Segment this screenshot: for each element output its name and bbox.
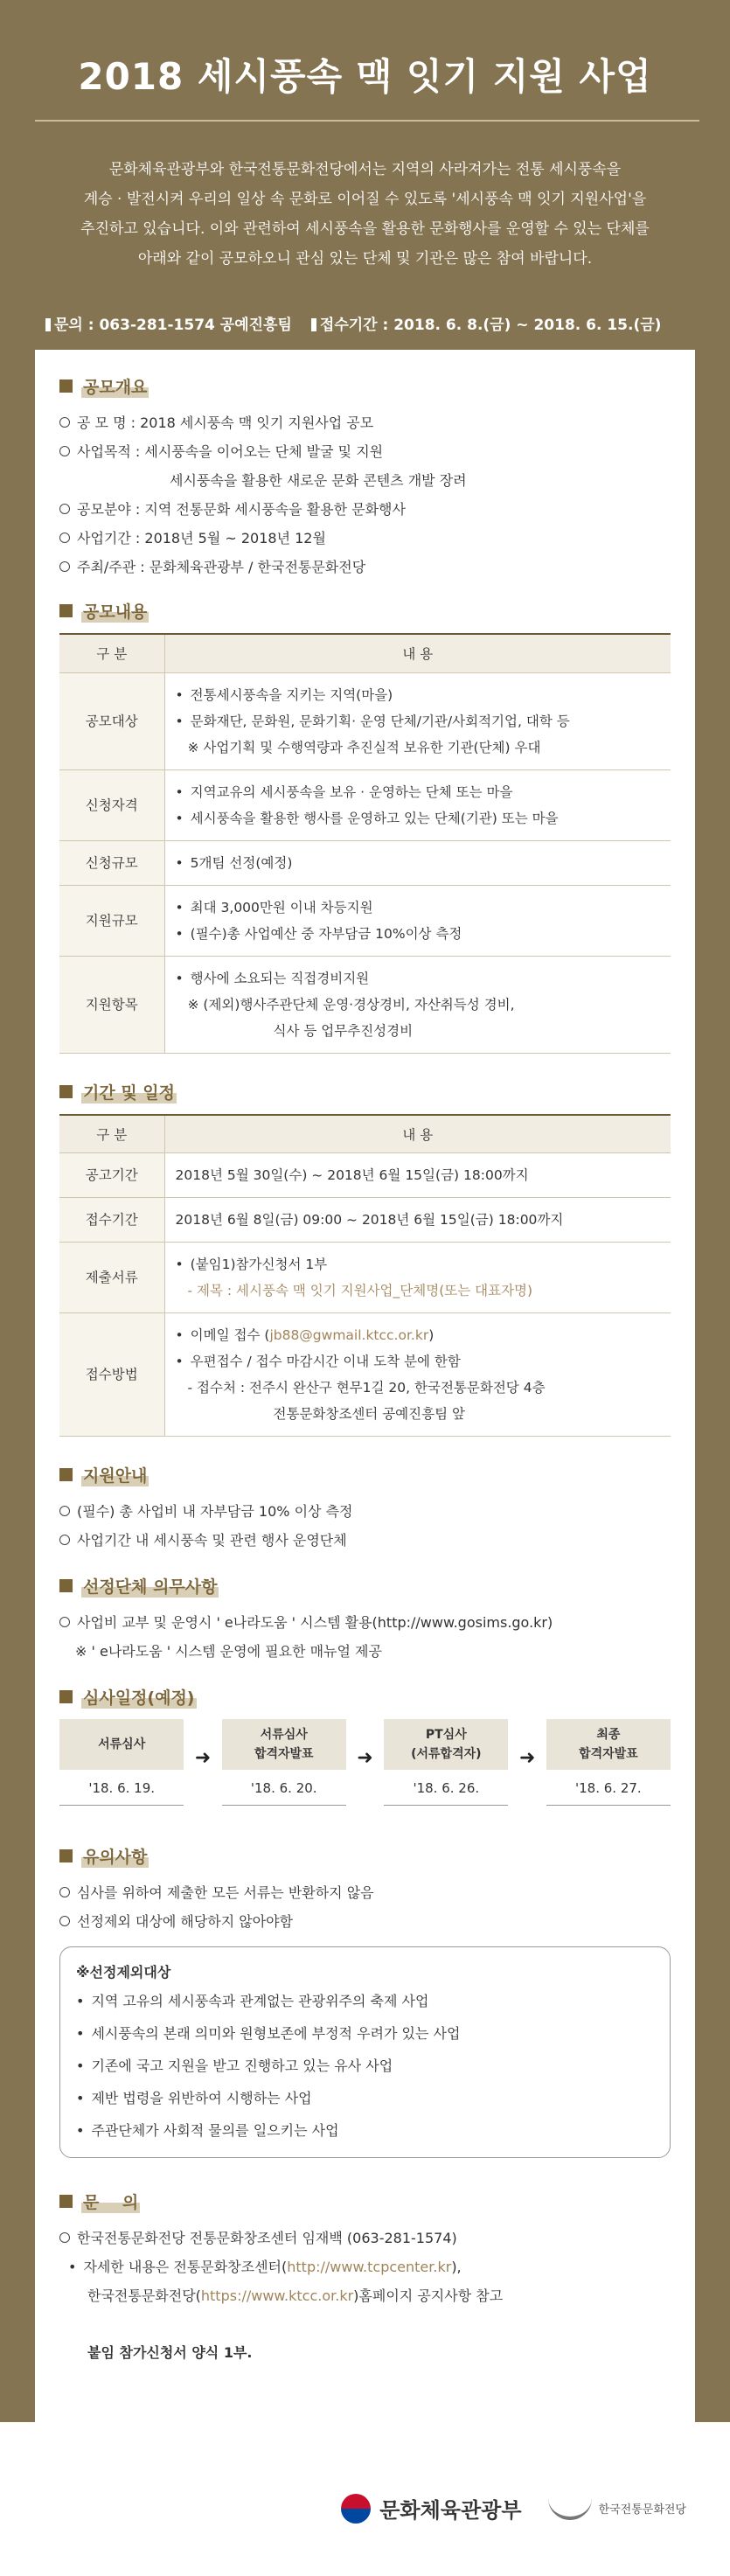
review-step: PT심사 (서류합격자) '18. 6. 26.	[384, 1719, 508, 1806]
mcst-logo: 문화체육관광부	[341, 2493, 521, 2524]
list-item: 심사를 위하여 제출한 모든 서류는 반환하지 않음	[59, 1878, 671, 1907]
header	[0, 0, 730, 334]
review-step: 서류심사 '18. 6. 19.	[59, 1719, 184, 1806]
list-item-continuation: 한국전통문화전당(https://www.ktcc.or.kr)홈페이지 공지사항 참고	[87, 2287, 504, 2304]
square-icon	[59, 604, 73, 617]
tcpcenter-link[interactable]: http://www.tcpcenter.kr	[287, 2259, 452, 2275]
table-row: 접수기간 2018년 6월 8일(금) 09:00 ~ 2018년 6월 15일(금) 18:00까지	[59, 1198, 671, 1243]
table-row: 제출서류 • (붙임1)참가신청서 1부 - 제목 : 세시풍속 맥 잇기 지원사업_단체명(또는 대표자명)	[59, 1243, 671, 1313]
review-flow	[59, 1719, 671, 1806]
content-table	[59, 633, 671, 1054]
square-icon	[59, 1468, 73, 1481]
section-heading-overview: 공모개요	[59, 374, 671, 398]
square-bullet-icon	[311, 318, 316, 331]
circle-bullet-icon	[59, 533, 70, 543]
review-step: 서류심사 합격자발표 '18. 6. 20.	[222, 1719, 346, 1806]
taegeuk-icon	[341, 2494, 371, 2524]
caution-list	[59, 1878, 671, 1936]
ktcc-link[interactable]: https://www.ktcc.or.kr	[200, 2287, 354, 2304]
list-item: (필수) 총 사업비 내 자부담금 10% 이상 측정	[59, 1497, 671, 1526]
review-step: 최종 합격자발표 '18. 6. 27.	[546, 1719, 671, 1806]
list-item: 한국전통문화전당 전통문화창조센터 임재백 (063-281-1574)	[59, 2224, 671, 2252]
square-icon	[59, 1085, 73, 1098]
section-heading-content: 공모내용	[59, 599, 671, 623]
overview-list	[59, 408, 671, 581]
contact-line	[35, 312, 695, 334]
circle-bullet-icon	[59, 504, 70, 514]
list-item-continuation: 세시풍속을 활용한 새로운 문화 콘텐츠 개발 장려	[170, 472, 467, 489]
table-header-row: 구 분 내 용	[59, 1115, 671, 1153]
circle-bullet-icon	[59, 2232, 70, 2243]
table-row: 공고기간 2018년 5월 30일(수) ~ 2018년 6월 15일(금) 18:00까지	[59, 1153, 671, 1198]
list-item: 공 모 명 : 2018 세시풍속 맥 잇기 지원사업 공모	[59, 408, 671, 437]
email-link[interactable]: jb88@gwmail.ktcc.or.kr	[269, 1327, 429, 1343]
table-row: 신청규모 • 5개팀 선정(예정)	[59, 840, 671, 885]
section-heading-inquiry: 문 의	[59, 2190, 671, 2213]
table-row: 공모대상 • 전통세시풍속을 지키는 지역(마을) • 문화재단, 문화원, 문화기획· 운영 단체/기관/사회적기업, 대학 등 ※ 사업기획 및 수행역량과 추진실적 보유한 기관(단체) 우대	[59, 672, 671, 769]
circle-bullet-icon	[59, 1535, 70, 1545]
list-item: • 제반 법령을 위반하여 시행하는 사업	[76, 2082, 652, 2114]
ktcc-logo: 한국전통문화전당	[548, 2497, 686, 2520]
contact-info: 문의 : 063-281-1574 공예진흥팀	[54, 317, 292, 334]
square-icon	[59, 1690, 73, 1703]
section-heading-caution: 유의사항	[59, 1844, 671, 1868]
intro-text: 문화체육관광부와 한국전통문화전당에서는 지역의 사라져가는 전통 세시풍속을 계승 · 발전시켜 우리의 일상 속 문화로 이어질 수 있도록 '세시풍속 맥 잇기 지원사업'을 추진하고 있습니다. 이와 관련하여 세시풍속을 활용한 문화행사를 운영할 수 있는 단체를 아래와 같이 공모하오니 관심 있는 단체 및 기관은 많은 참여 바랍니다.	[80, 161, 650, 268]
list-item: 주최/주관 : 문화체육관광부 / 한국전통문화전당	[59, 553, 671, 581]
arrow-right-icon: ➜	[518, 1747, 536, 1769]
schedule-table	[59, 1114, 671, 1438]
square-icon	[59, 2195, 73, 2208]
ktcc-mark-icon	[548, 2497, 592, 2520]
circle-bullet-icon	[59, 1887, 70, 1897]
section-heading-schedule: 기간 및 일정	[59, 1080, 671, 1104]
square-icon	[59, 1579, 73, 1592]
table-row: 지원규모 • 최대 3,000만원 이내 차등지원 • (필수)총 사업예산 중 자부담금 10%이상 측정	[59, 885, 671, 956]
attachment-note: 붙임 참가신청서 양식 1부.	[87, 2344, 253, 2361]
list-item: 사업기간 내 세시풍속 및 관련 행사 운영단체	[59, 1526, 671, 1555]
list-item: 선정제외 대상에 해당하지 않아야함	[59, 1907, 671, 1936]
exclusion-box: ※선정제외대상 • 지역 고유의 세시풍속과 관계없는 관광위주의 축제 사업 • 세시풍속의 본래 의미와 원형보존에 부정적 우려가 있는 사업 • 기존에 국고 지원을 받고 진행하고 있는 유사 사업 • 제반 법령을 위반하여 시행하는 사업 • 주관단체가 사회적 물의를 일으키는 사업	[59, 1946, 671, 2158]
list-item: • 주관단체가 사회적 물의를 일으키는 사업	[76, 2114, 652, 2147]
circle-bullet-icon	[59, 1916, 70, 1926]
section-heading-duty: 선정단체 의무사항	[59, 1574, 671, 1598]
list-item: 사업기간 : 2018년 5월 ~ 2018년 12월	[59, 524, 671, 553]
list-item: 사업목적 : 세시풍속을 이어오는 단체 발굴 및 지원	[59, 437, 671, 466]
square-icon	[59, 379, 73, 393]
circle-bullet-icon	[59, 1617, 70, 1627]
footer	[0, 2422, 730, 2576]
table-row: 접수방법 • 이메일 접수 (jb88@gwmail.ktcc.or.kr) • 우편접수 / 접수 마감시간 이내 도착 분에 한함 - 접수처 : 전주시 완산구 현무1길 20, 한국전통문화전당 4층 전통문화창조센터 공예진흥팀 앞	[59, 1313, 671, 1437]
support-list	[59, 1497, 671, 1555]
arrow-right-icon: ➜	[194, 1747, 212, 1769]
content-card	[35, 350, 695, 2422]
list-item: 공모분야 : 지역 전통문화 세시풍속을 활용한 문화행사	[59, 495, 671, 524]
circle-bullet-icon	[59, 446, 70, 456]
table-header-row: 구 분 내 용	[59, 634, 671, 672]
section-heading-support: 지원안내	[59, 1463, 671, 1486]
note: ※ ' e나라도움 ' 시스템 운영에 필요한 매뉴얼 제공	[75, 1643, 382, 1660]
list-item: • 자세한 내용은 전통문화창조센터(http://www.tcpcenter.kr),	[59, 2252, 671, 2281]
application-period: 접수기간 : 2018. 6. 8.(금) ~ 2018. 6. 15.(금)	[319, 317, 662, 334]
list-item: • 기존에 국고 지원을 받고 진행하고 있는 유사 사업	[76, 2050, 652, 2082]
circle-bullet-icon	[59, 417, 70, 428]
duty-list	[59, 1608, 671, 1666]
list-item: • 지역 고유의 세시풍속과 관계없는 관광위주의 축제 사업	[76, 1985, 652, 2017]
square-icon	[59, 1849, 73, 1862]
arrow-right-icon: ➜	[357, 1747, 373, 1769]
table-row: 신청자격 • 지역교유의 세시풍속을 보유 · 운영하는 단체 또는 마을 • 세시풍속을 활용한 행사를 운영하고 있는 단체(기관) 또는 마을	[59, 769, 671, 840]
section-heading-review: 심사일정(예정)	[59, 1685, 671, 1709]
page-title: 2018 세시풍속 맥 잇기 지원 사업	[78, 55, 652, 98]
table-row: 지원항목 • 행사에 소요되는 직접경비지원 ※ (제외)행사주관단체 운영·경상경비, 자산취득성 경비, 식사 등 업무추진성경비	[59, 956, 671, 1053]
square-bullet-icon	[45, 318, 51, 331]
inquiry-list	[59, 2224, 671, 2367]
list-item: 사업비 교부 및 운영시 ' e나라도움 ' 시스템 활용(http://www.gosims.go.kr)	[59, 1608, 671, 1637]
circle-bullet-icon	[59, 1506, 70, 1516]
list-item: • 세시풍속의 본래 의미와 원형보존에 부정적 우려가 있는 사업	[76, 2017, 652, 2050]
circle-bullet-icon	[59, 561, 70, 572]
title-divider	[35, 120, 699, 122]
